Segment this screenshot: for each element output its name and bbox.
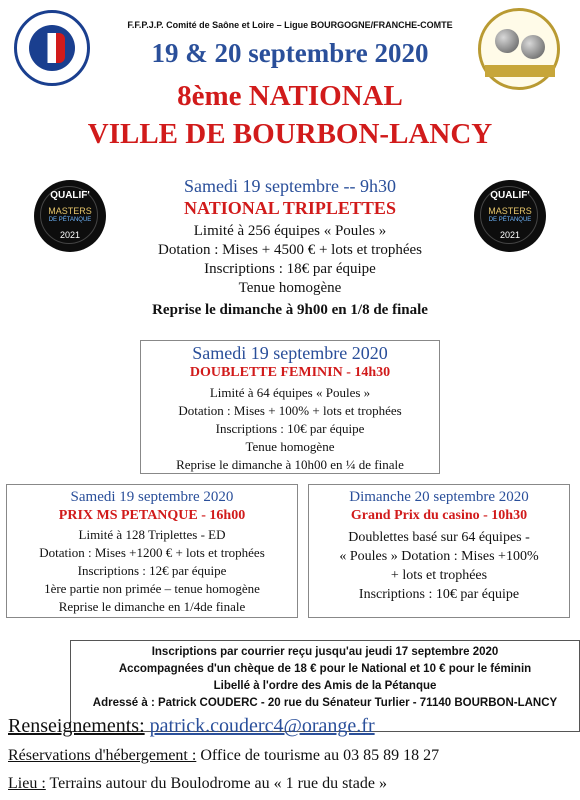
casino-box: [308, 484, 570, 618]
casino-line-3: + lots et trophées: [390, 568, 488, 583]
prix-ms-line-1: Limité à 128 Triplettes - ED: [78, 527, 226, 542]
casino-date: Dimanche 20 septembre 2020: [349, 489, 529, 505]
inscriptions-line-4: Adressé à : Patrick COUDERC - 20 rue du Sénateur Turlier - 71140 BOURBON-LANCY: [92, 697, 558, 709]
hebergement-row: [8, 747, 439, 765]
triplettes-line-4: Tenue homogène: [238, 280, 342, 296]
inscriptions-line-2: Accompagnées d'un chèque de 18 € pour le National et 10 € pour le féminin: [118, 663, 532, 675]
inscriptions-line-1: Inscriptions par courrier reçu jusqu'au jeudi 17 septembre 2020: [151, 646, 499, 658]
lieu-label: Lieu :: [8, 775, 46, 792]
feminin-line-3: Inscriptions : 10€ par équipe: [215, 421, 365, 436]
triplettes-date: Samedi 19 septembre -- 9h30: [184, 176, 396, 196]
triplettes-line-2: Dotation : Mises + 4500 € + lots et trophées: [158, 242, 422, 258]
prix-ms-date: Samedi 19 septembre 2020: [70, 489, 234, 505]
casino-line-4: Inscriptions : 10€ par équipe: [358, 587, 520, 602]
lieu-value: Terrains autour du Boulodrome au « 1 rue du stade »: [49, 775, 387, 792]
lieu-row: [8, 775, 387, 793]
prix-ms-title: PRIX MS PETANQUE - 16h00: [58, 508, 246, 523]
ville-title: VILLE DE BOURBON-LANCY: [87, 118, 493, 150]
casino-line-2: « Poules » Dotation : Mises +100%: [339, 549, 539, 564]
casino-line-1: Doublettes basé sur 64 équipes -: [348, 530, 530, 545]
qualif-masters-badge-left: QUALIF' MASTERS DE PÉTANQUE 2021: [34, 180, 106, 252]
feminin-line-4: Tenue homogène: [245, 439, 335, 454]
prix-ms-line-3: Inscriptions : 12€ par équipe: [77, 563, 227, 578]
national-title: 8ème NATIONAL: [177, 80, 403, 112]
hebergement-value: Office de tourisme au 03 85 89 18 27: [200, 747, 440, 764]
feminin-date: Samedi 19 septembre 2020: [192, 343, 388, 363]
triplettes-title: NATIONAL TRIPLETTES: [184, 198, 396, 218]
feminin-line-1: Limité à 64 équipes « Poules »: [209, 385, 371, 400]
prix-ms-box: [6, 484, 298, 618]
contact-email-link[interactable]: patrick.couderc4@orange.fr: [149, 715, 375, 737]
triplettes-line-1: Limité à 256 équipes « Poules »: [193, 223, 387, 239]
triplettes-line-3: Inscriptions : 18€ par équipe: [204, 261, 376, 277]
event-dates: 19 & 20 septembre 2020: [151, 38, 429, 68]
prix-ms-line-2: Dotation : Mises +1200 € + lots et trophées: [39, 545, 265, 560]
prix-ms-line-4: 1ère partie non primée – tenue homogène: [44, 581, 260, 596]
feminin-box: [140, 340, 440, 474]
inscriptions-line-3: Libellé à l'ordre des Amis de la Pétanque: [213, 680, 437, 692]
feminin-title: DOUBLETTE FEMININ - 14h30: [189, 365, 391, 380]
feminin-line-2: Dotation : Mises + 100% + lots et trophées: [178, 403, 402, 418]
feminin-line-5: Reprise le dimanche à 10h00 en ¼ de finale: [176, 457, 404, 472]
qualif-masters-badge-right: QUALIF' MASTERS DE PÉTANQUE 2021: [474, 180, 546, 252]
renseignements-row: [8, 715, 375, 738]
triplettes-reprise: Reprise le dimanche à 9h00 en 1/8 de finale: [152, 302, 428, 318]
renseignements-label: Renseignements:: [8, 715, 145, 737]
hebergement-label: Réservations d'hébergement :: [8, 747, 197, 764]
org-header: F.F.P.J.P. Comité de Saône et Loire – Ligue BOURGOGNE/FRANCHE-COMTE: [127, 20, 453, 30]
prix-ms-line-5: Reprise le dimanche en 1/4de finale: [58, 599, 246, 614]
casino-title: Grand Prix du casino - 10h30: [350, 508, 528, 523]
